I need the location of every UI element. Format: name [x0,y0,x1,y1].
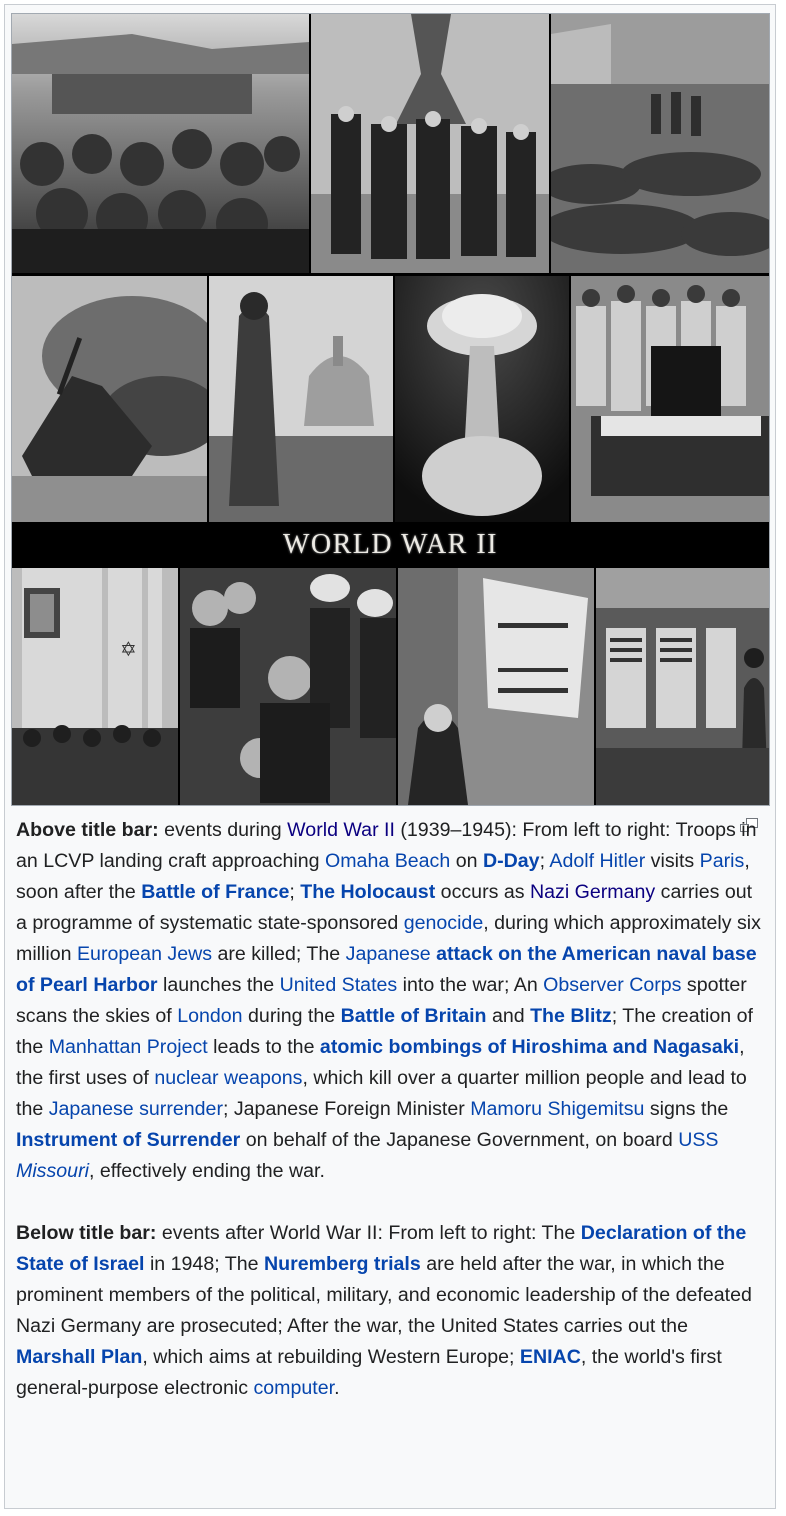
caption-text: , during which approximately six million [16,912,761,965]
link-atomic-bombings[interactable]: atomic bombings of Hiroshima and Nagasaki [319,1036,740,1058]
link-world-war-ii[interactable]: World War II [287,819,395,841]
link-instrument-of-surrender[interactable]: Instrument of Surrender [16,1129,241,1151]
link-d-day[interactable]: D-Day [482,850,540,872]
link-marshall-plan[interactable]: Marshall Plan [16,1346,143,1368]
link-adolf-hitler[interactable]: Adolf Hitler [549,850,646,872]
link-battle-of-britain[interactable]: Battle of Britain [340,1005,487,1027]
svg-text:✡: ✡ [120,637,137,661]
link-japanese[interactable]: Japanese [345,943,431,965]
caption-text: ; The creation of the [16,1005,753,1058]
link-declaration-of-israel[interactable]: Declaration of the State of Israel [16,1222,747,1275]
caption-text: ; [539,850,550,872]
caption-text: events during [158,819,288,841]
caption-text: , effectively ending the war. [88,1160,325,1182]
caption-label: Above title bar: [16,819,159,841]
marshall-plan-photo [398,568,594,805]
link-manhattan-project[interactable]: Manhattan Project [48,1036,208,1058]
eniac-photo [596,568,769,805]
atomic-bomb-photo [395,276,569,522]
caption-text: , the first uses of [16,1036,745,1089]
caption-text: into the war; An [397,974,544,996]
caption-text: , the world's first general-purpose electronic [16,1346,722,1399]
link-computer[interactable]: computer [253,1377,335,1399]
link-london[interactable]: London [177,1005,243,1027]
caption-text: , soon after the [16,850,750,903]
link-nazi-germany[interactable]: Nazi Germany [529,881,656,903]
caption-paragraph-after-war [16,1218,762,1404]
caption-text: occurs as [435,881,530,903]
caption-text: are killed; The [212,943,346,965]
omaha-beach-photo [12,14,309,273]
caption-text: are held after the war, in which the prominent members of the political, military, and economic leadership of the defeated Nazi Germany are prosecuted; After the war, the United States carries out the [16,1253,752,1337]
caption-text: (1939–1945): From left to right: Troops in an LCVP landing craft approaching [16,819,757,872]
collage-title-bar [12,524,769,566]
caption-text: ; [289,881,301,903]
link-pearl-harbor[interactable]: attack on the American naval base of Pearl Harbor [16,943,757,996]
caption-text: events after World War II: From left to right: The [156,1222,581,1244]
caption-text: and [486,1005,531,1027]
surrender-signing-photo [571,276,769,522]
link-genocide[interactable]: genocide [403,912,484,934]
link-european-jews[interactable]: European Jews [76,943,213,965]
caption-text: , which kill over a quarter million people and lead to the [16,1067,747,1120]
hitler-paris-photo [311,14,549,273]
link-nuremberg-trials[interactable]: Nuremberg trials [263,1253,421,1275]
link-uss-missouri-italic[interactable]: Missouri [16,1160,89,1182]
link-japanese-surrender[interactable]: Japanese surrender [48,1098,223,1120]
observer-corps-photo [209,276,393,522]
link-the-holocaust[interactable]: The Holocaust [300,881,436,903]
link-united-states[interactable]: United States [279,974,398,996]
pearl-harbor-photo [12,276,207,522]
image-caption [16,815,762,1404]
holocaust-photo [551,14,769,273]
ww2-collage-image[interactable] [11,13,770,806]
caption-label: Below title bar: [16,1222,157,1244]
link-omaha-beach[interactable]: Omaha Beach [325,850,451,872]
caption-text: carries out a programme of systematic state-sponsored [16,881,753,934]
nuremberg-trials-photo [180,568,396,805]
caption-text: visits [645,850,700,872]
link-the-blitz[interactable]: The Blitz [530,1005,612,1027]
link-battle-of-france[interactable]: Battle of France [141,881,290,903]
caption-text: in 1948; The [144,1253,264,1275]
caption-text: signs the [644,1098,729,1120]
caption-text: during the [242,1005,341,1027]
israel-declaration-photo [12,568,178,805]
link-eniac[interactable]: ENIAC [519,1346,581,1368]
link-uss-missouri[interactable]: USS [678,1129,719,1151]
caption-text: . [334,1377,340,1399]
caption-paragraph-during-war [16,815,762,1187]
caption-text: on [450,850,483,872]
link-mamoru-shigemitsu[interactable]: Mamoru Shigemitsu [470,1098,645,1120]
link-observer-corps[interactable]: Observer Corps [543,974,682,996]
caption-text: launches the [157,974,280,996]
caption-text: spotter scans the skies of [16,974,747,1027]
caption-text: , which aims at rebuilding Western Europe; [142,1346,520,1368]
caption-text: on behalf of the Japanese Government, on board [240,1129,679,1151]
caption-text: ; Japanese Foreign Minister [222,1098,471,1120]
link-nuclear-weapons[interactable]: nuclear weapons [154,1067,303,1089]
link-paris[interactable]: Paris [699,850,745,872]
caption-text: leads to the [207,1036,320,1058]
collage-title-text: WORLD WAR II [282,529,498,560]
